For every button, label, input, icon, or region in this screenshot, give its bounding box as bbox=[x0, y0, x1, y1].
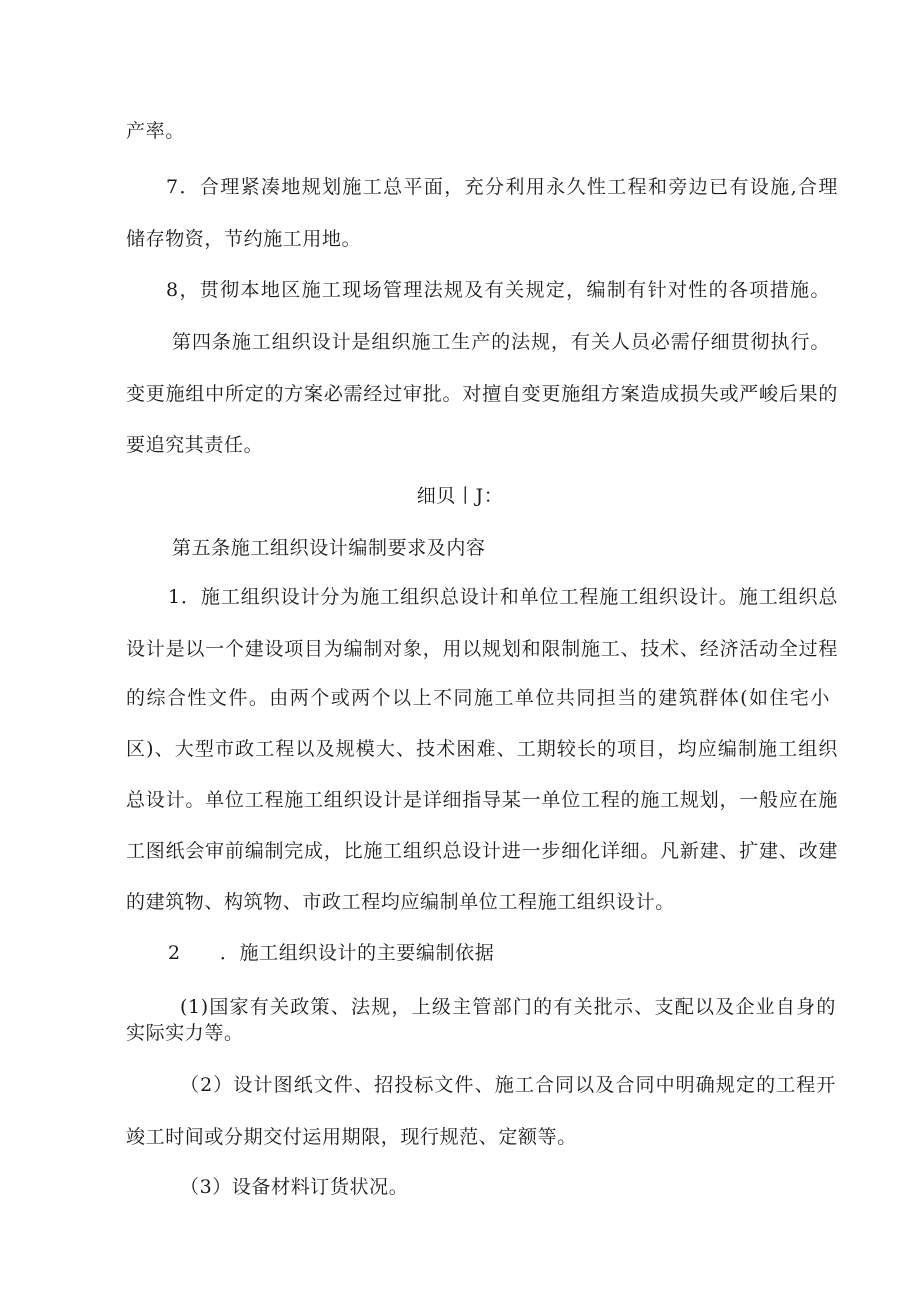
text-line: 储存物资，节约施工用地。 bbox=[126, 228, 362, 250]
text-line: 2 ．施工组织设计的主要编制依据 bbox=[168, 942, 495, 964]
text-line: 第五条施工组织设计编制要求及内容 bbox=[172, 537, 486, 559]
text-line: 设计是以一个建设项目为编制对象，用以规划和限制施工、技术、经济活动全过程 bbox=[126, 638, 838, 660]
text-line: (1)国家有关政策、法规，上级主管部门的有关批示、支配以及企业自身的 bbox=[180, 996, 836, 1018]
text-line: 工图纸会审前编制完成，比施工组织总设计进一步细化详细。凡新建、扩建、改建 bbox=[126, 840, 838, 862]
text-line: 区)、大型市政工程以及规模大、技术困难、工期较长的项目，均应编制施工组织 bbox=[126, 738, 838, 760]
text-line: 的建筑物、构筑物、市政工程均应编制单位工程施工组织设计。 bbox=[126, 891, 675, 913]
text-line: 总设计。单位工程施工组织设计是详细指导某一单位工程的施工规划，一般应在施 bbox=[126, 789, 838, 811]
text-line: 竣工时间或分期交付运用期限，现行规范、定额等。 bbox=[126, 1126, 577, 1148]
text-line: 8，贯彻本地区施工现场管理法规及有关规定，编制有针对性的各项措施。 bbox=[166, 279, 830, 301]
text-line: 1．施工组织设计分为施工组织总设计和单位工程施工组织设计。施工组织总 bbox=[168, 586, 838, 608]
text-line: 实际实力等。 bbox=[126, 1022, 244, 1044]
text-line: 的综合性文件。由两个或两个以上不同施工单位共同担当的建筑群体(如住宅小 bbox=[126, 687, 830, 709]
section-heading: 细贝丨J： bbox=[416, 485, 504, 507]
text-line: 变更施组中所定的方案必需经过审批。对擅自变更施组方案造成损失或严峻后果的 bbox=[126, 383, 838, 405]
text-line: 第四条施工组织设计是组织施工生产的法规，有关人员必需仔细贯彻执行。 bbox=[172, 331, 830, 353]
text-line: （3）设备材料订货状况。 bbox=[180, 1176, 409, 1198]
text-line: （2）设计图纸文件、招投标文件、施工合同以及合同中明确规定的工程开 bbox=[180, 1074, 836, 1096]
text-line: 7．合理紧凑地规划施工总平面，充分利用永久性工程和旁边已有设施,合理 bbox=[166, 176, 838, 198]
text-line: 产率。 bbox=[126, 120, 185, 142]
text-line: 要追究其责任。 bbox=[126, 434, 264, 456]
